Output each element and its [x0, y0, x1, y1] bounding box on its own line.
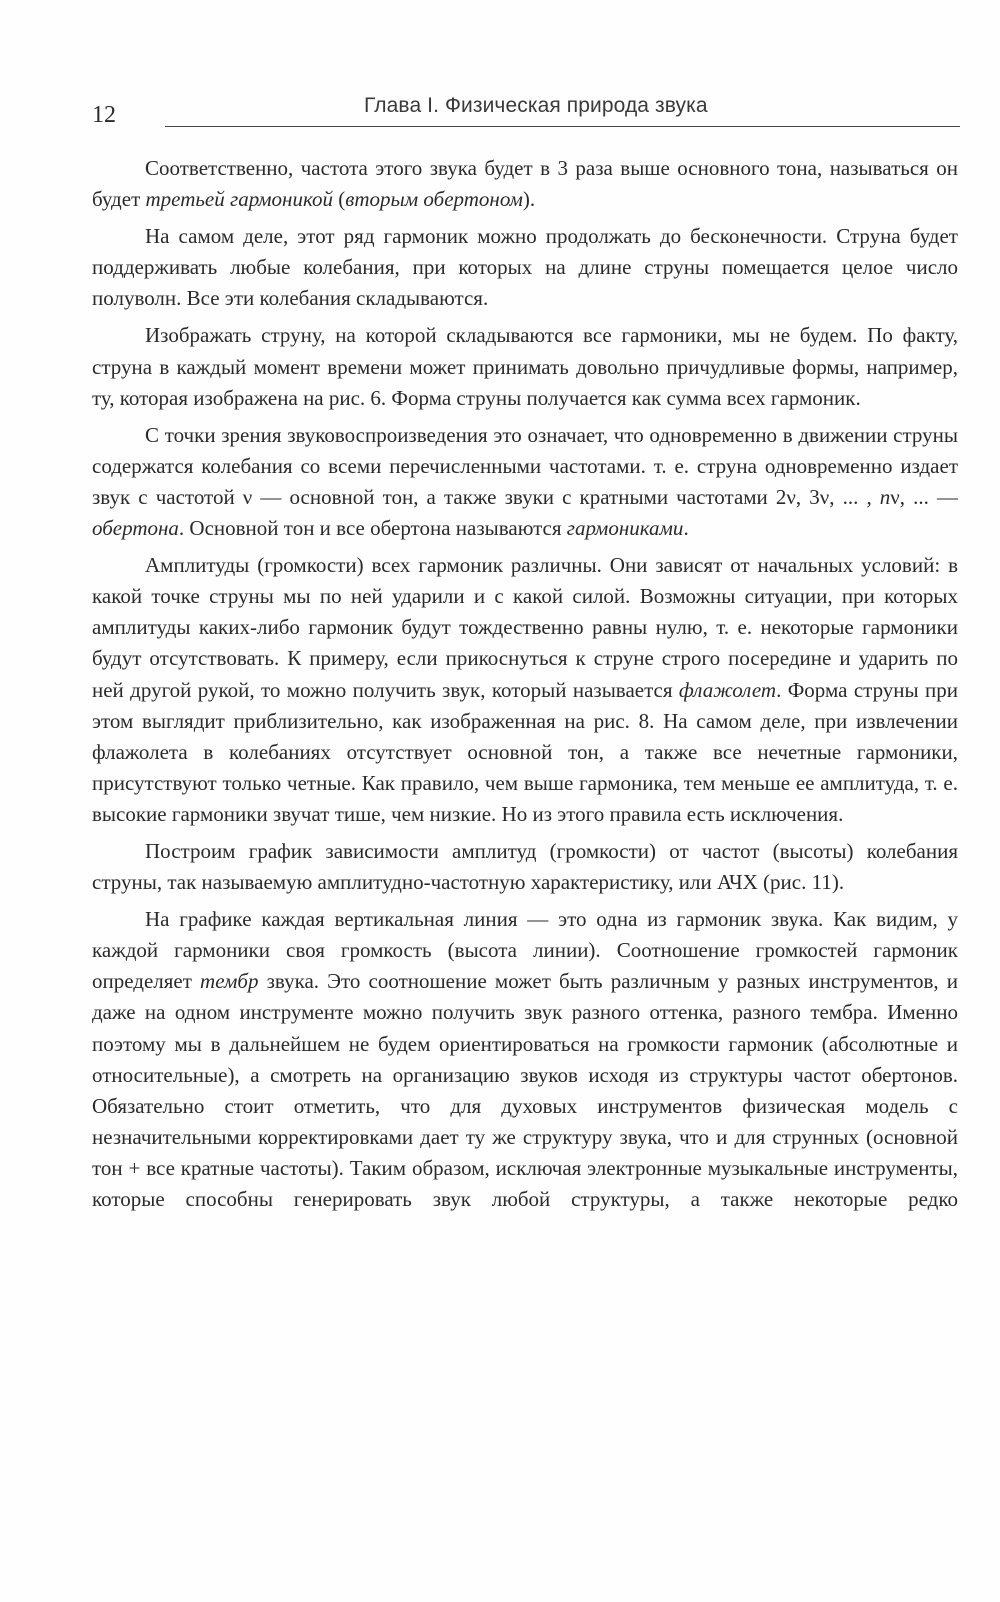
body-text — [92, 153, 958, 1215]
italic-term: тембр — [200, 969, 259, 994]
paragraph — [92, 420, 958, 544]
paragraph — [92, 550, 958, 830]
italic-term: вторым обертоном — [345, 187, 523, 212]
text-run: ). — [522, 187, 536, 212]
text-run: Соответственно, частота этого звука будет в 3 раза выше основного тона, называться он будет — [92, 156, 958, 212]
italic-term: n — [879, 484, 891, 509]
text-run: . — [683, 516, 689, 541]
paragraph — [92, 320, 958, 413]
paragraph — [92, 904, 958, 1215]
text-run: Изображать струну, на которой складываются все гармоники, мы не будем. По факту, струна в каждый момент времени может принимать довольно причудливые формы, например, ту, которая изображена на рис. 6. Форма струны получается как сумма всех гармоник. — [92, 323, 958, 410]
text-run: звука. Это соотношение может быть различным у разных инструментов, и даже на одном инструменте можно получить звук разного оттенка, разного тембра. Именно поэтому мы в дальнейшем не будем ориентироваться на громкости гармоник (абсолютные и относительные), а смотреть на организацию звуков исходя из структуры частот обертонов. Обязательно стоит отметить, что для духовых инструментов физическая модель с незначительными корректировками дает ту же структуру звука, что и для струнных (основной тон + все кратные частоты). Таким образом, исключая электронные музыкальные инструменты, которые способны генерировать звук любой структуры, а также некоторые редко — [92, 969, 958, 1211]
italic-term: третьей гармоникой — [145, 187, 333, 212]
italic-term: флажолет — [678, 677, 777, 702]
text-run: ν, ... — — [890, 484, 958, 509]
text-run: С точки зрения звуковоспроизведения это означает, что одновременно в движении струны содержатся колебания со всеми перечисленными частотами. т. е. струна одновременно издает звук с частотой ν — основной тон, а также звуки с кратными частотами 2ν, 3ν, ... , — [92, 422, 958, 509]
italic-term: гармониками — [566, 516, 684, 541]
page-header — [92, 88, 960, 128]
running-title: Глава I. Физическая природа звука — [364, 94, 708, 117]
text-run: Амплитуды (громкости) всех гармоник различны. Они зависят от начальных условий: в какой точке струны мы по ней ударили и с какой силой. Возможны ситуации, при которых амплитуды каких-либо гармоник будут тождественно равны нулю, т. е. некоторые гармоники будут отсутствовать. К примеру, если прикоснуться к струне строго посередине и ударить по ней другой рукой, то можно получить звук, который называется — [92, 553, 958, 702]
text-run: Построим график зависимости амплитуд (громкости) от частот (высоты) колебания струны, так называемую амплитудно-частотную характеристику, или АЧХ (рис. 11). — [92, 838, 958, 895]
text-run: На самом деле, этот ряд гармоник можно продолжать до бесконечности. Струна будет поддерживать любые колебания, при которых на длине струны помещается целое число полуволн. Все эти колебания складываются. — [92, 224, 958, 311]
page-number: 12 — [92, 102, 116, 128]
paragraph — [92, 221, 958, 314]
paragraph — [92, 153, 958, 215]
text-run: На графике каждая вертикальная линия — это одна из гармоник звука. Как видим, у каждой гармоники своя громкость (высота линии). Соотношение громкостей гармоник определяет — [92, 907, 958, 994]
italic-term: обертона — [92, 516, 179, 541]
text-run: ( — [333, 187, 346, 212]
text-run: . Форма струны при этом выглядит приблизительно, как изображенная на рис. 8. На самом деле, при извлечении флажолета в колебаниях отсутствует основной тон, а также все нечетные гармоники, присутствуют только четные. Как правило, чем выше гармоника, тем меньше ее амплитуда, т. е. высокие гармоники звучат тише, чем низкие. Но из этого правила есть исключения. — [92, 677, 958, 826]
header-rule — [165, 126, 960, 127]
paragraph — [92, 836, 958, 898]
text-run: . Основной тон и все обертона называются — [178, 516, 567, 541]
